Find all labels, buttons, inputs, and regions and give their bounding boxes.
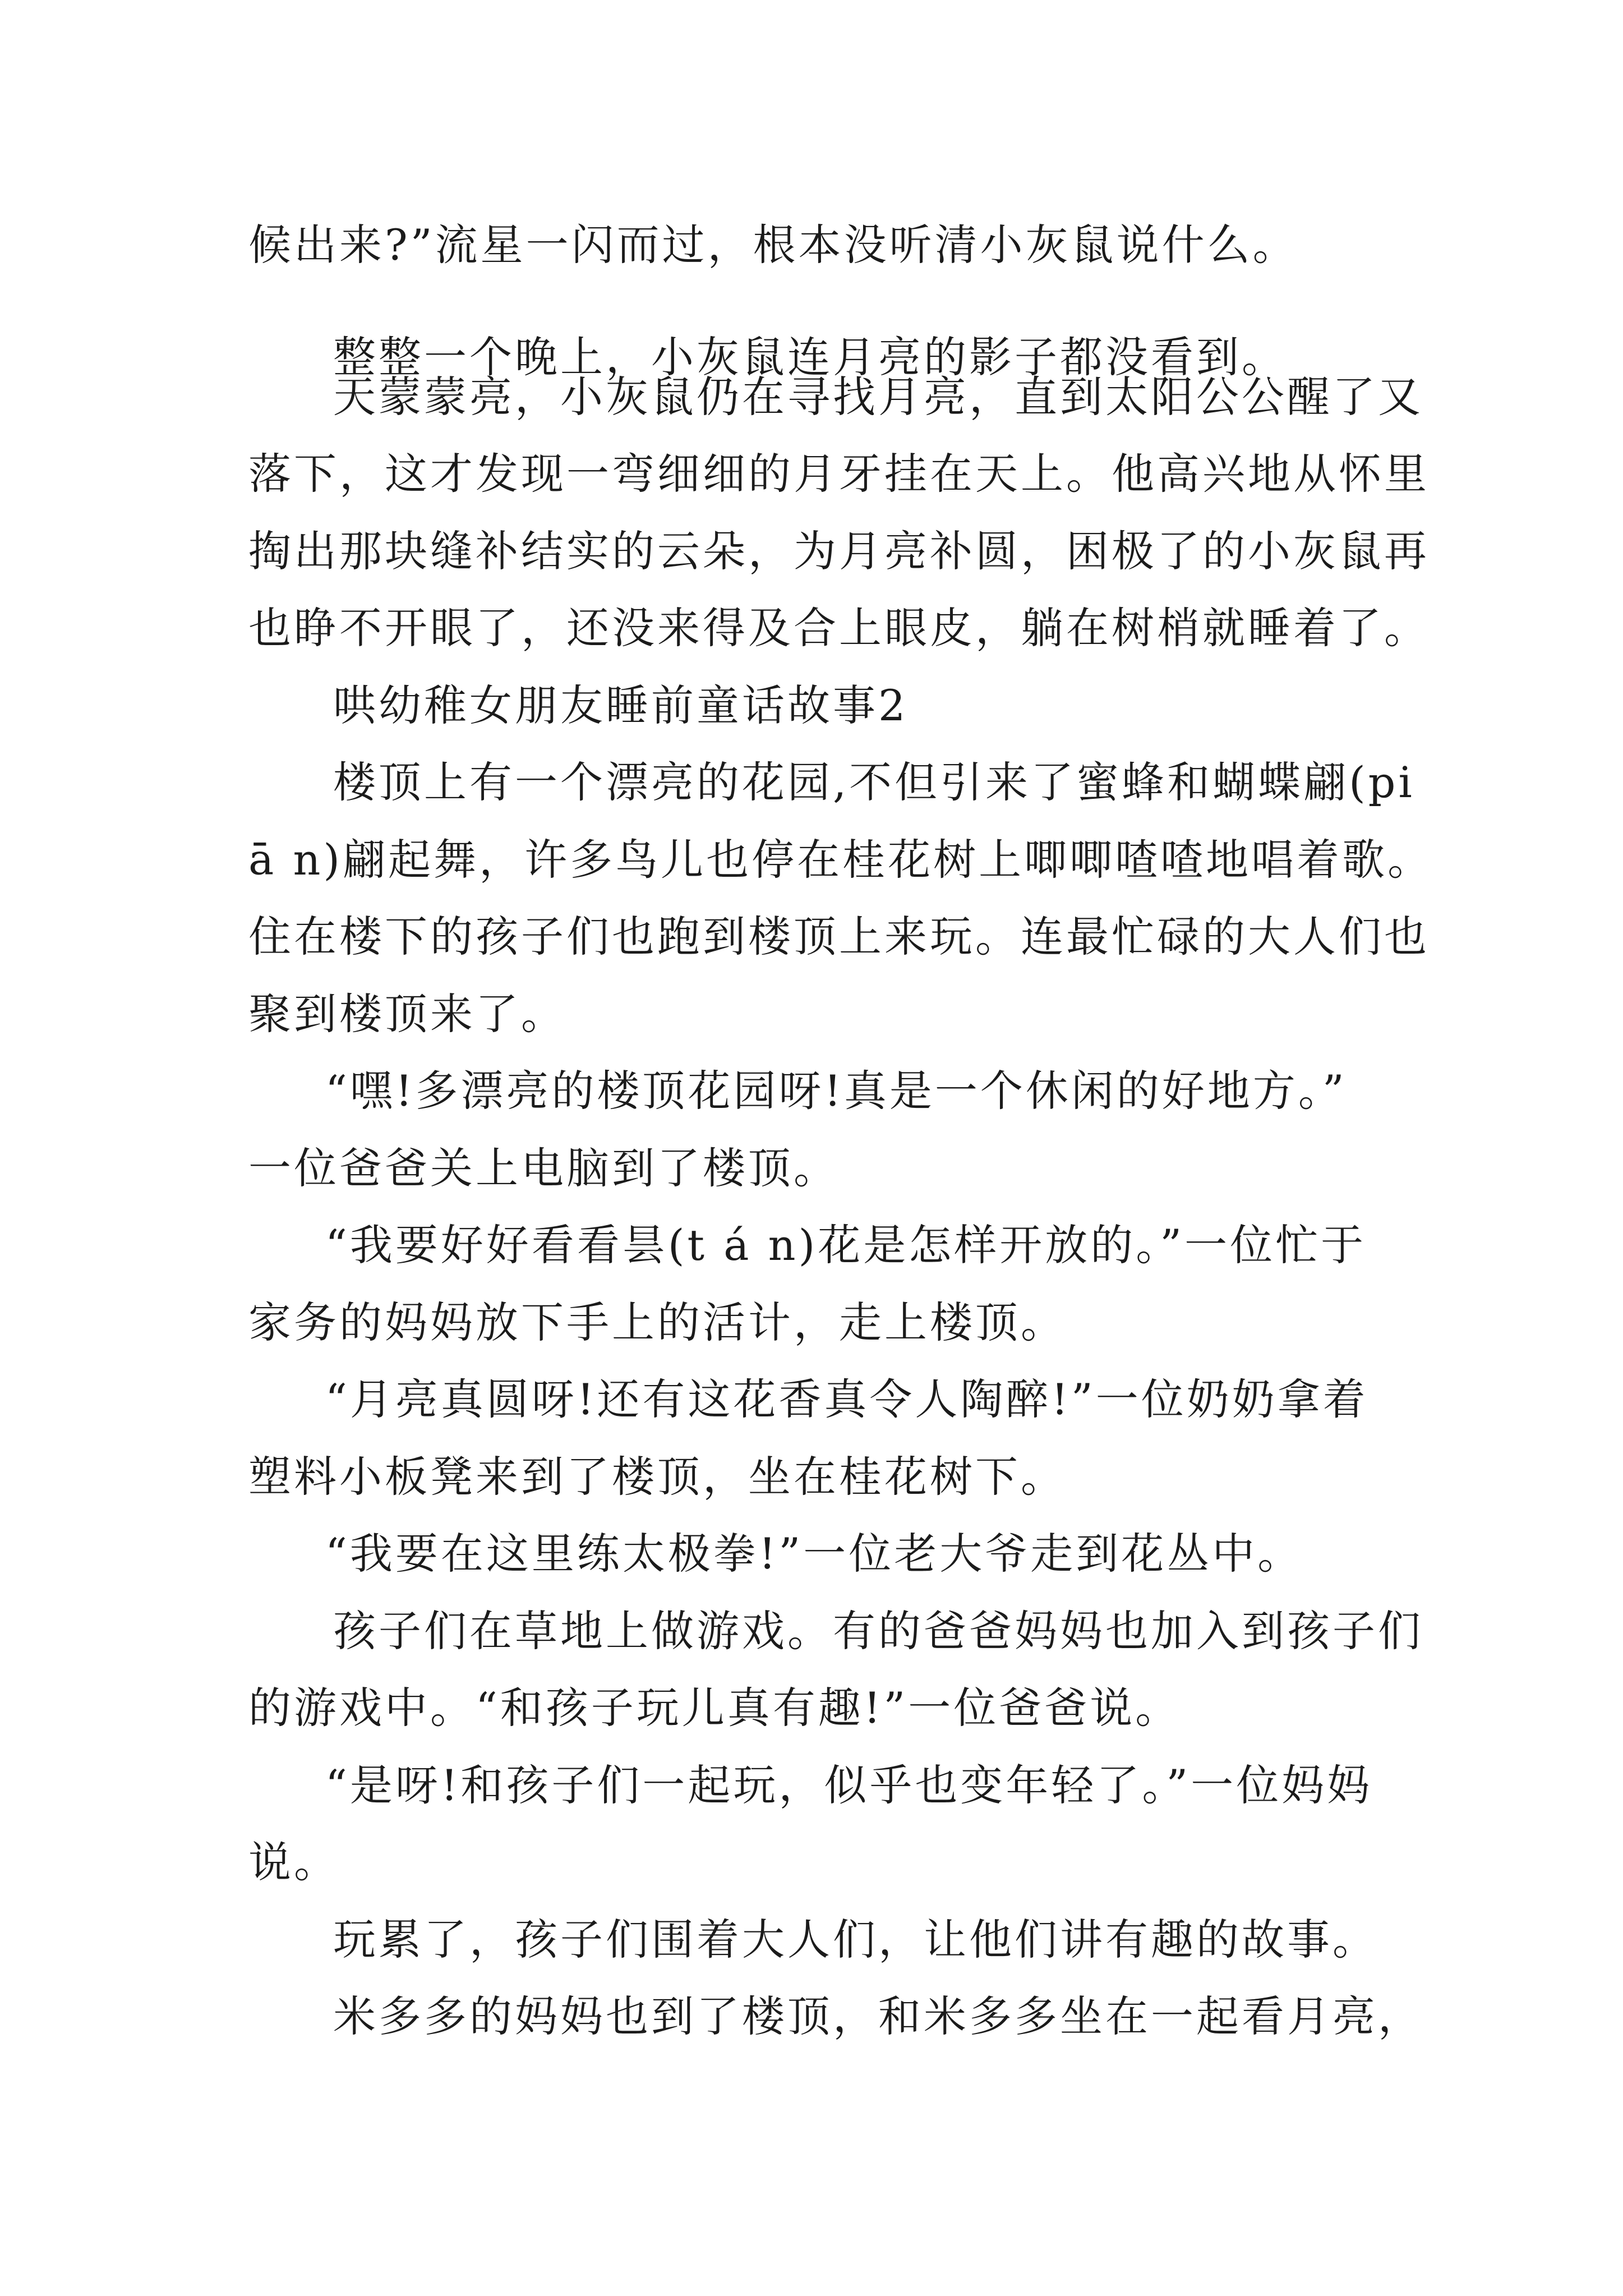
text-line: 米多多的妈妈也到了楼顶，和米多多坐在一起看月亮， bbox=[333, 1991, 1423, 2041]
text-line: 玩累了，孩子们围着大人们，让他们讲有趣的故事。 bbox=[333, 1915, 1378, 1964]
text-line: 塑料小板凳来到了楼顶，坐在桂花树下。 bbox=[248, 1452, 1066, 1502]
text-line: “我要在这里练太极拳!”一位老大爷走到花丛中。 bbox=[325, 1529, 1303, 1579]
text-line: 候出来?”流星一闪而过，根本没听清小灰鼠说什么。 bbox=[248, 220, 1298, 270]
text-line: 掏出那块缝补结实的云朵，为月亮补圆，困极了的小灰鼠再 bbox=[248, 526, 1430, 576]
text-line: ā n)翩起舞，许多鸟儿也停在桂花树上唧唧喳喳地唱着歌。 bbox=[248, 835, 1433, 885]
text-line: “月亮真圆呀!还有这花香真令人陶醉!”一位奶奶拿着 bbox=[325, 1374, 1368, 1424]
section-heading: 哄幼稚女朋友睡前童话故事2 bbox=[333, 680, 909, 730]
text-line: “嘿!多漂亮的楼顶花园呀!真是一个休闲的好地方。” bbox=[325, 1066, 1347, 1116]
text-line: 孩子们在草地上做游戏。有的爸爸妈妈也加入到孩子们 bbox=[333, 1606, 1423, 1656]
text-line: 家务的妈妈放下手上的活计，走上楼顶。 bbox=[248, 1297, 1066, 1347]
text-line: 楼顶上有一个漂亮的花园,不但引来了蜜蜂和蝴蝶翩(pi bbox=[333, 757, 1415, 807]
text-line: “是呀!和孩子们一起玩，似乎也变年轻了。”一位妈妈 bbox=[325, 1760, 1373, 1810]
text-line: 住在楼下的孩子们也跑到楼顶上来玩。连最忙碌的大人们也 bbox=[248, 912, 1430, 961]
text-line: 也睁不开眼了，还没来得及合上眼皮，躺在树梢就睡着了。 bbox=[248, 603, 1430, 653]
text-line: 说。 bbox=[248, 1837, 339, 1887]
text-line: 的游戏中。“和孩子玩儿真有趣!”一位爸爸说。 bbox=[248, 1683, 1181, 1733]
text-line: 落下，这才发现一弯细细的月牙挂在天上。他高兴地从怀里 bbox=[248, 449, 1430, 499]
text-line: “我要好好看看昙(t á n)花是怎样开放的。”一位忙于 bbox=[325, 1220, 1367, 1270]
text-line: 天蒙蒙亮，小灰鼠仍在寻找月亮，直到太阳公公醒了又 bbox=[333, 372, 1423, 422]
text-line: 整整一个晚上，小灰鼠连月亮的影子都没看到。 bbox=[333, 332, 1287, 382]
text-line: 聚到楼顶来了。 bbox=[248, 989, 566, 1039]
text-line: 一位爸爸关上电脑到了楼顶。 bbox=[248, 1143, 839, 1193]
